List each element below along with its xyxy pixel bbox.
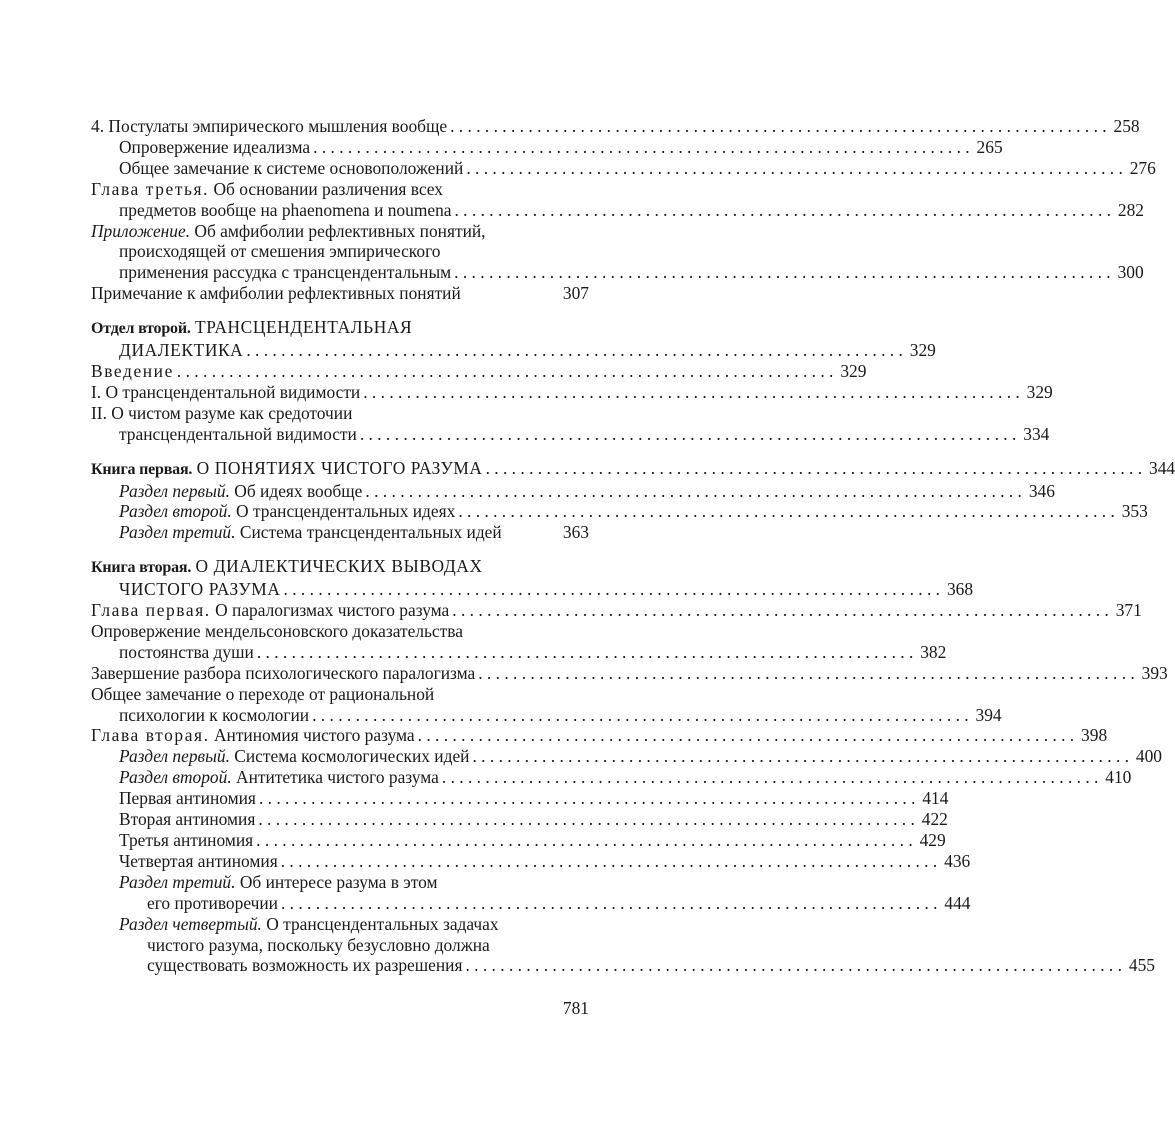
toc-entry-continuation: происходящей от смешения эмпирического: [119, 241, 441, 262]
toc-page: 334: [1023, 423, 1050, 444]
toc-page: 410: [1105, 767, 1132, 788]
toc-entry: Четвертая антиномия . . . 436: [91, 851, 589, 872]
toc-page: 276: [1129, 157, 1156, 178]
toc-entry: II. О чистом разуме как средоточии: [91, 402, 353, 423]
toc-page: 422: [921, 809, 948, 830]
toc-page: 282: [1117, 199, 1144, 220]
toc-entry: Первая антиномия . . . 414: [91, 788, 589, 809]
toc-page: 398: [1081, 725, 1108, 746]
toc-entry: Раздел третий. Об интересе разума в этом: [119, 871, 438, 892]
toc-page: 300: [1117, 262, 1144, 283]
toc-page: 436: [944, 850, 971, 871]
toc-entry-continuation: применения рассудка с трансцендентальным . . . 300: [91, 262, 589, 283]
toc-page: 429: [919, 830, 946, 850]
toc-page: 307: [562, 283, 589, 304]
toc-page: 346: [1028, 480, 1055, 501]
toc-page: 400: [1135, 746, 1162, 767]
toc-entry: Приложение. Об амфиболии рефлективных понятий,: [91, 220, 486, 241]
toc-entry: Раздел четвертый. О трансцендентальных задачах: [119, 913, 499, 934]
toc-entry: Раздел первый. Система космологических идей . . . 400: [91, 746, 589, 767]
toc-entry: Раздел первый. Об идеях вообще . . . 346: [91, 481, 589, 502]
toc-entry-continuation: трансцендентальной видимости . . . 334: [91, 424, 589, 445]
toc-page: 368: [946, 579, 974, 600]
toc-page: 455: [1128, 955, 1155, 976]
toc-section-heading: Книга вторая. О ДИАЛЕКТИЧЕСКИХ ВЫВОДАХ: [91, 556, 483, 577]
toc-entry: I. О трансцендентальной видимости . . . 329: [91, 382, 589, 403]
toc-page: 394: [975, 704, 1002, 725]
toc-entry-continuation: ДИАЛЕКТИКА . . . 329: [91, 340, 589, 361]
toc-entry: Вторая антиномия . . . 422: [91, 809, 589, 830]
toc-entry: Третья антиномия . . . 429: [91, 830, 589, 851]
toc-entry: Глава вторая. Антиномия чистого разума . . . 398: [91, 725, 589, 746]
toc-entry: Опровержение мендельсоновского доказательства: [91, 620, 463, 641]
toc-entry: Глава третья. Об основании различения всех: [91, 178, 443, 199]
toc-page: 444: [944, 892, 971, 913]
toc-page: 382: [920, 641, 947, 662]
toc-entry: Раздел второй. О трансцендентальных идеях . . . 353: [91, 501, 589, 522]
toc-page: 363: [562, 522, 589, 543]
toc-entry: Завершение разбора психологического паралогизма . . . 393: [91, 663, 589, 684]
toc-entry-continuation: ЧИСТОГО РАЗУМА . . . 368: [91, 579, 589, 600]
toc-entry: Общее замечание к системе основоположений . . . 276: [91, 158, 589, 179]
toc-entry-continuation: психологии к космологии . . . 394: [91, 705, 589, 726]
toc-entry: Опровержение идеализма . . . 265: [91, 137, 589, 158]
toc-entry-continuation: его противоречии . . . 444: [91, 893, 589, 914]
toc-page: 414: [922, 788, 949, 809]
toc-entry: Раздел третий. Система трансцендентальных идей 363: [119, 522, 589, 543]
toc-entry-continuation: существовать возможность их разрешения . . . 455: [91, 955, 589, 976]
toc-entry-continuation: предметов вообще на phaenomena и noumena . . . 282: [91, 200, 589, 221]
toc-section-heading: Отдел второй. ТРАНСЦЕНДЕНТАЛЬНАЯ: [91, 317, 413, 338]
toc-entry-continuation: чистого разума, поскольку безусловно должна: [147, 934, 490, 955]
toc-section-heading: Книга первая. О ПОНЯТИЯХ ЧИСТОГО РАЗУМА . . . 344: [91, 458, 589, 481]
toc-page: 329: [909, 340, 936, 361]
toc-entry: Глава первая. О паралогизмах чистого разума . . . 371: [91, 600, 589, 621]
toc-entry-continuation: постоянства души . . . 382: [91, 642, 589, 663]
toc-page: 393: [1141, 662, 1168, 683]
toc-page: 353: [1121, 501, 1148, 522]
toc-entry: Общее замечание о переходе от рациональной: [91, 683, 435, 704]
table-of-contents: [91, 116, 1175, 976]
toc-entry: Примечание к амфиболии рефлективных понятий 307: [91, 283, 589, 304]
toc-page: 329: [840, 360, 867, 381]
toc-page: 344: [1149, 457, 1175, 478]
toc-page: 329: [1026, 381, 1053, 402]
toc-entry: Введение . . . 329: [91, 361, 589, 382]
toc-page: 258: [1113, 116, 1140, 136]
toc-page: 265: [976, 136, 1003, 157]
toc-page: 371: [1115, 600, 1142, 621]
toc-entry: Раздел второй. Антитетика чистого разума . . . 410: [91, 767, 589, 788]
toc-entry: 4. Постулаты эмпирического мышления вообще . . . 258: [91, 116, 589, 137]
page-number: 781: [562, 998, 589, 1018]
